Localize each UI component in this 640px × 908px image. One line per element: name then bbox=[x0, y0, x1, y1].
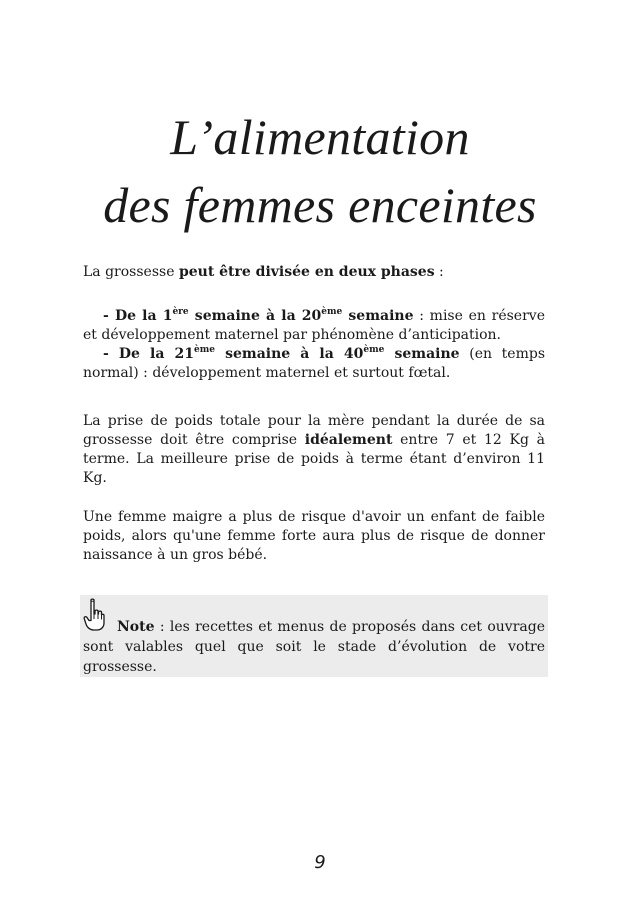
risk-paragraph: Une femme maigre a plus de risque d'avoir un enfant de faible poids, alors qu'une femme forte aura plus de risque de donner naissance à un gros bébé. bbox=[83, 509, 545, 563]
weight-gain-paragraph bbox=[83, 412, 545, 488]
note-label: Note bbox=[117, 619, 155, 635]
weight-bold: idéalement bbox=[304, 432, 393, 448]
note-paragraph bbox=[83, 617, 545, 677]
phase-1-prefix: - De la 1 bbox=[103, 308, 173, 324]
phase-1-sup-1: ère bbox=[172, 307, 189, 317]
intro-text-after: : bbox=[434, 264, 444, 280]
phase-2-description: (en temps normal) : développement maternel et surtout fœtal. bbox=[83, 346, 545, 381]
phase-2-middle: semaine à la 40 bbox=[215, 346, 364, 362]
phase-1-title bbox=[103, 308, 414, 324]
weight-text-after: entre 7 et 12 Kg à terme. La meilleure prise de poids à terme étant d’environ 11 Kg. bbox=[83, 432, 545, 486]
intro-paragraph bbox=[83, 263, 545, 282]
phase-2-sup-1: ème bbox=[194, 345, 215, 355]
phase-2-end: semaine bbox=[384, 346, 460, 362]
intro-bold: peut être divisée en deux phases bbox=[178, 264, 435, 280]
phase-item-1 bbox=[83, 307, 545, 345]
phase-2-prefix: - De la 21 bbox=[103, 346, 195, 362]
phase-1-middle: semaine à la 20 bbox=[188, 308, 322, 324]
title-line-2: des femmes enceintes bbox=[103, 177, 537, 233]
phase-2-sup-2: ème bbox=[363, 345, 385, 355]
intro-text-before: La grossesse bbox=[83, 264, 179, 280]
title-line-1: L’alimentation bbox=[170, 109, 470, 165]
phase-1-end: semaine bbox=[342, 308, 414, 324]
phase-2-title bbox=[103, 346, 460, 362]
phases-list bbox=[83, 307, 545, 383]
note-text: : les recettes et menus de proposés dans cet ouvrage sont valables quel que soit le stade d’évolution de votre grossesse. bbox=[83, 619, 545, 675]
phase-1-description: : mise en réserve et développement maternel par phénomène d’anticipation. bbox=[83, 308, 545, 343]
page-number: 9 bbox=[314, 852, 326, 873]
phase-item-2 bbox=[83, 345, 545, 383]
weight-text-before: La prise de poids totale pour la mère pendant la durée de sa grossesse doit être comprise bbox=[83, 413, 545, 448]
phase-1-sup-2: ème bbox=[321, 307, 343, 317]
